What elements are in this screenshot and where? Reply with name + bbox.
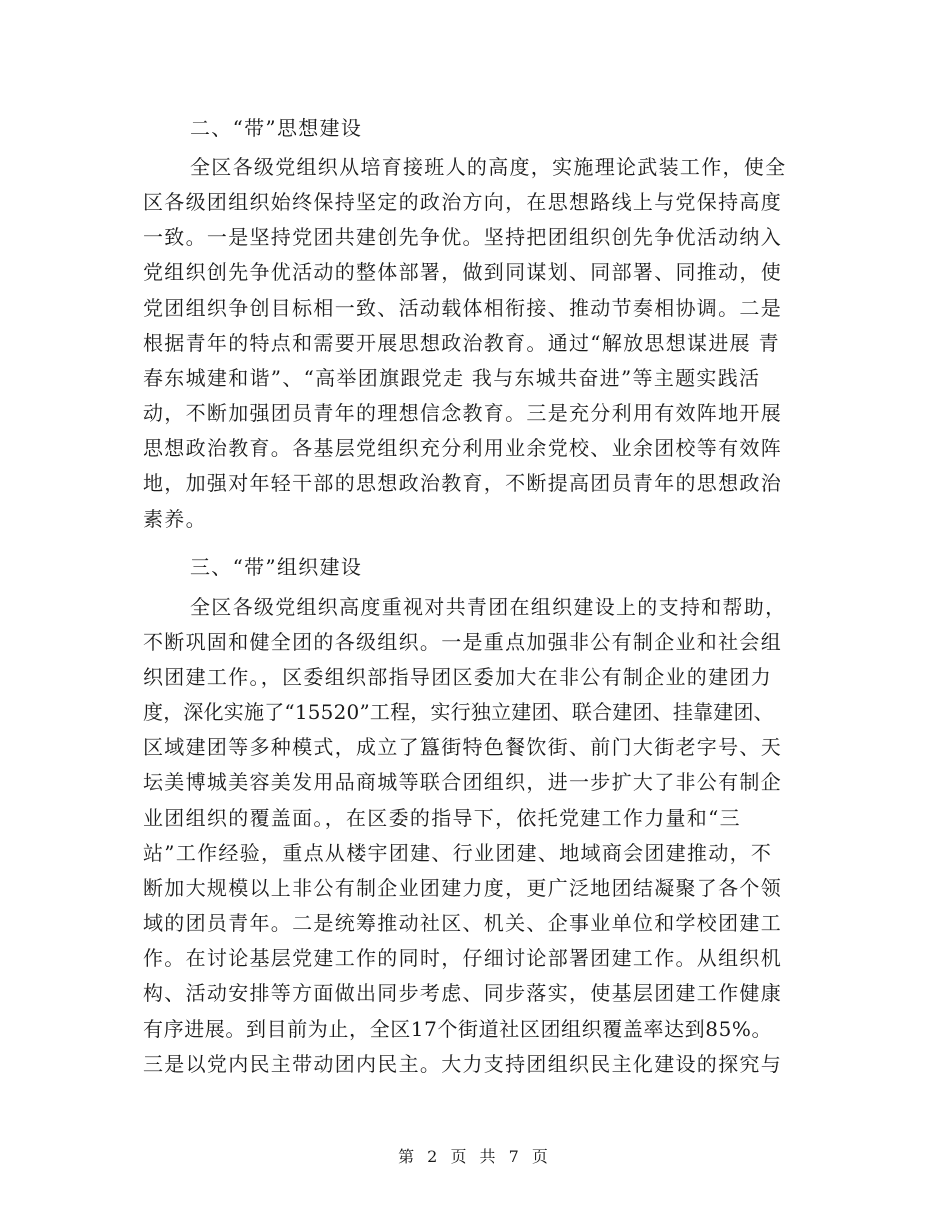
paragraph-line: 织团建工作。，区委组织部指导团区委加大在非公有制企业的建团力	[143, 665, 772, 689]
page-number-footer: 第 2 页 共 7 页	[398, 1147, 552, 1166]
paragraph-line: 三是以党内民主带动团内民主。大力支持团组织民主化建设的探究与	[143, 1052, 782, 1076]
paragraph-line: 区各级团组织始终保持坚定的政治方向，在思想路线上与党保持高度	[143, 190, 782, 214]
paragraph-line: 构、活动安排等方面做出同步考虑、同步落实，使基层团建工作健康	[143, 981, 782, 1005]
paragraph-line: 根据青年的特点和需要开展思想政治教育。通过“解放思想谋进展 青	[143, 331, 780, 355]
paragraph-line: 站”工作经验，重点从楼宇团建、行业团建、地域商会团建推动，不	[143, 841, 773, 865]
paragraph-line: 一致。一是坚持党团共建创先争优。坚持把团组织创先争优活动纳入	[143, 225, 782, 249]
paragraph-line: 坛美博城美容美发用品商城等联合团组织，进一步扩大了非公有制企	[143, 770, 782, 794]
paragraph-line: 不断巩固和健全团的各级组织。一是重点加强非公有制企业和社会组	[143, 630, 782, 654]
paragraph-line: 素养。	[143, 507, 207, 531]
paragraph-line: 春东城建和谐”、“高举团旗跟党走 我与东城共奋进”等主题实践活	[143, 366, 761, 390]
paragraph-line: 地，加强对年轻干部的思想政治教育，不断提高团员青年的思想政治	[143, 471, 782, 495]
paragraph-line: 全区各级党组织高度重视对共青团在组织建设上的支持和帮助，	[190, 595, 787, 619]
paragraph-line: 度，深化实施了“15520”工程，实行独立建团、联合建团、挂靠建团、	[143, 700, 774, 724]
paragraph-line: 域的团员青年。二是统筹推动社区、机关、企事业单位和学校团建工	[143, 911, 782, 935]
paragraph-line: 区域建团等多种模式，成立了簋街特色餐饮街、前门大街老字号、天	[143, 735, 782, 759]
paragraph-line: 作。在讨论基层党建工作的同时，仔细讨论部署团建工作。从组织机	[143, 946, 782, 970]
paragraph-line: 全区各级党组织从培育接班人的高度，实施理论武装工作，使全	[190, 155, 787, 179]
paragraph-line: 业团组织的覆盖面。，在区委的指导下，依托党建工作力量和“三	[143, 806, 741, 830]
paragraph-line: 有序进展。到目前为止，全区17个街道社区团组织覆盖率达到85%。	[143, 1017, 773, 1041]
paragraph-line: 党团组织争创目标相一致、活动载体相衔接、推动节奏相协调。二是	[143, 296, 782, 320]
section-heading-organization: 三、“带”组织建设	[190, 555, 363, 579]
paragraph-line: 党组织创先争优活动的整体部署，做到同谋划、同部署、同推动，使	[143, 260, 782, 284]
section-heading-ideology: 二、“带”思想建设	[190, 116, 363, 140]
paragraph-line: 思想政治教育。各基层党组织充分利用业余党校、业余团校等有效阵	[143, 436, 782, 460]
paragraph-line: 动，不断加强团员青年的理想信念教育。三是充分利用有效阵地开展	[143, 401, 782, 425]
paragraph-line: 断加大规模以上非公有制企业团建力度，更广泛地团结凝聚了各个领	[143, 876, 782, 900]
